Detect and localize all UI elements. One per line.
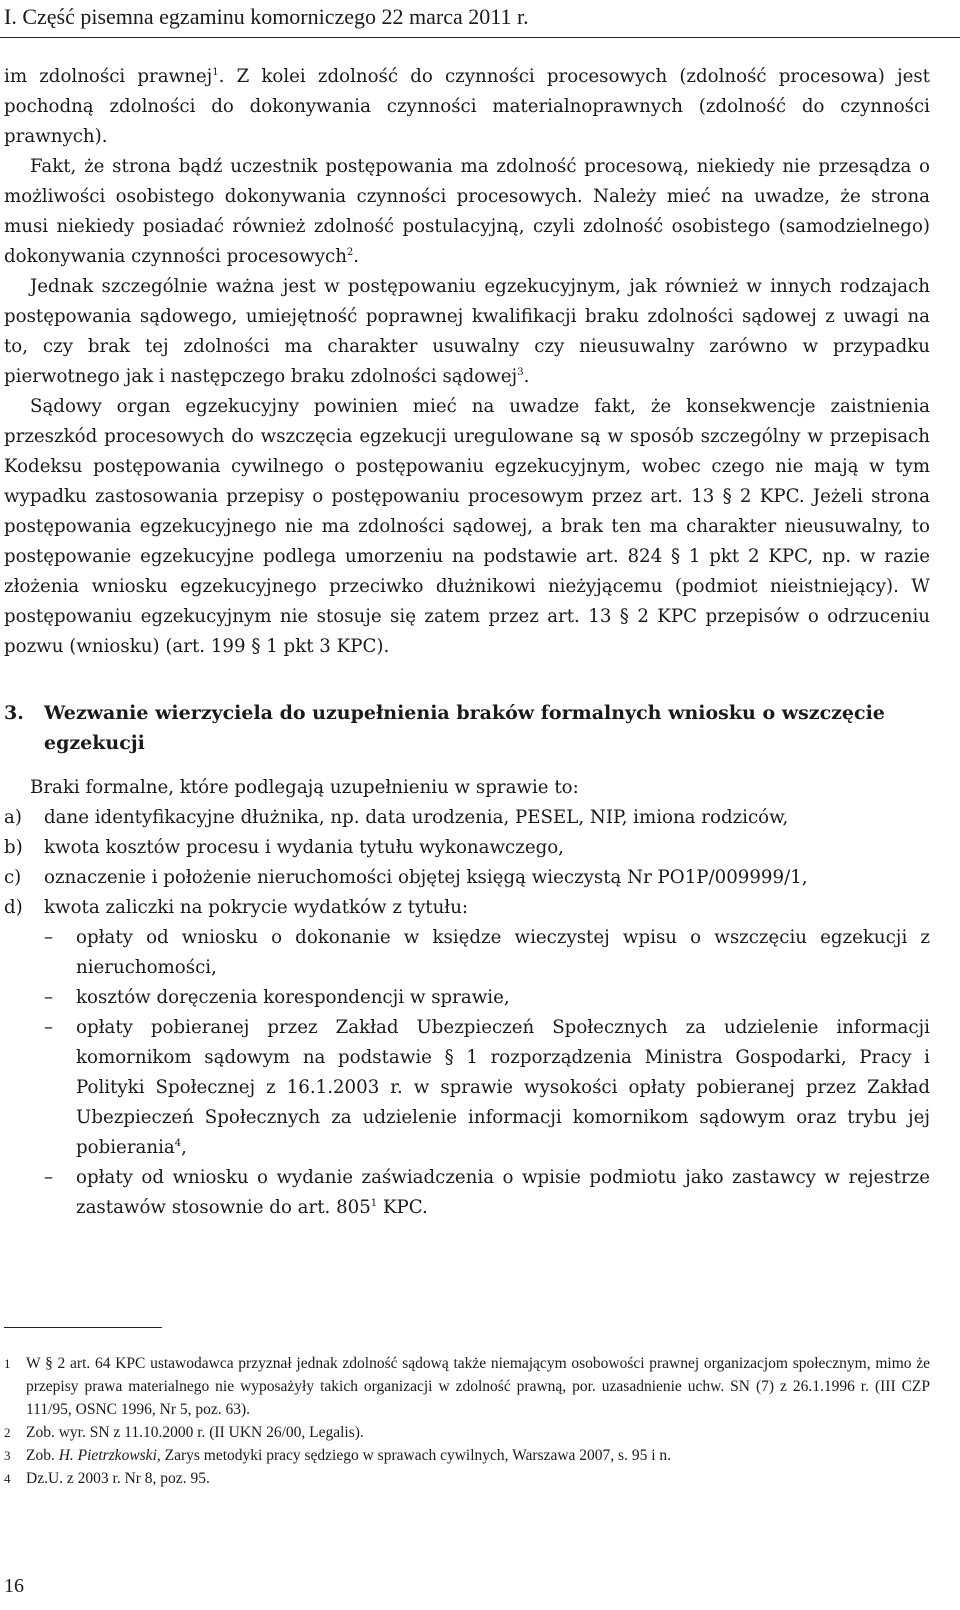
- footnote-number: 4: [4, 1471, 11, 1486]
- sub-list-item-text: opłaty od wniosku o wydanie zaświadczenia o wpisie podmiotu jako zastawcy w rejestrze zastawów stosownie do art. 805: [76, 1167, 930, 1218]
- sub-list: [44, 923, 930, 1223]
- footnote-text: Dz.U. z 2003 r. Nr 8, poz. 95.: [26, 1470, 210, 1487]
- dash-marker: –: [44, 1017, 54, 1038]
- footnote-ref-4[interactable]: 4: [174, 1137, 182, 1149]
- list-item-text: kwota zaliczki na pokrycie wydatków z tytułu:: [44, 897, 469, 918]
- page-number: 16: [4, 1575, 24, 1597]
- footnote-ref-3[interactable]: 3: [517, 366, 524, 378]
- footnote-1: [4, 1352, 930, 1421]
- list-item-text: kwota kosztów procesu i wydania tytułu wykonawczego,: [44, 837, 564, 858]
- sub-list-item: [44, 983, 930, 1013]
- list-item: [4, 803, 930, 833]
- list-item: [4, 863, 930, 893]
- sub-list-item-text: opłaty od wniosku o dokonanie w księdze wieczystej wpisu o wszczęciu egzekucji z nieruchomości,: [76, 927, 930, 978]
- list-item-text: oznaczenie i położenie nieruchomości objętej księgą wieczystą Nr PO1P/009999/1,: [44, 867, 808, 888]
- running-header: [0, 0, 960, 38]
- paragraph-4: Sądowy organ egzekucyjny powinien mieć na uwadze fakt, że konsekwencje zaistnienia przeszkód procesowych do wszczęcia egzekucji uregulowane są w sposób szczególny w przepisach Kodeksu postępowania cywilnego o postępowaniu egzekucyjnym, wobec czego nie mają w tym wypadku zastosowania przepisy o postępowaniu procesowym przez art. 13 § 2 KPC. Jeżeli strona postępowania egzekucyjnego nie ma zdolności sądowej, a brak ten ma charakter nieusuwalny, to postępowanie egzekucyjne podlega umorzeniu na podstawie art. 824 § 1 pkt 2 KPC, np. w razie złożenia wniosku egzekucyjnego przeciwko dłużnikowi nieżyjącemu (podmiot nieistniejący). W postępowaniu egzekucyjnym nie stosuje się zatem przez art. 13 § 2 KPC przepisów o odrzuceniu pozwu (wniosku) (art. 199 § 1 pkt 3 KPC).: [4, 396, 930, 657]
- list-item-marker: b): [4, 837, 23, 858]
- list-item: [4, 833, 930, 863]
- footnote-text: W § 2 art. 64 KPC ustawodawca przyznał jednak zdolność sądową także niemającym osobowości prawnej organizacjom społecznym, mimo że przepisy prawa materialnego nie wyposażyły takich organizacji w zdolność prawną, por. uzasadnienie uchw. SN (7) z 26.1.1996 r. (III CZP 111/95, OSNC 1996, Nr 5, poz. 63).: [26, 1355, 930, 1418]
- superscript-1: 1: [370, 1197, 378, 1209]
- dash-marker: –: [44, 987, 54, 1008]
- footnote-text: Zob. wyr. SN z 11.10.2000 r. (II UKN 26/00, Legalis).: [26, 1424, 364, 1441]
- sub-list-item-text: kosztów doręczenia korespondencji w sprawie,: [76, 987, 510, 1008]
- footnote-ref-2[interactable]: 2: [346, 246, 354, 258]
- header-title: I. Część pisemna egzaminu komorniczego 22 marca 2011 r.: [4, 4, 529, 29]
- list-intro: Braki formalne, które podlegają uzupełnieniu w sprawie to:: [30, 777, 579, 798]
- paragraph-2: Fakt, że strona bądź uczestnik postępowania ma zdolność procesową, niekiedy nie przesądza o możliwości osobistego dokonywania czynności procesowych. Należy mieć na uwadze, że strona musi niekiedy posiadać również zdolność postulacyjną, czyli zdolność osobistego (samodzielnego) dokonywania czynności procesowych$^2$.: [4, 156, 930, 267]
- sub-list-item-text: opłaty pobieranej przez Zakład Ubezpieczeń Społecznych za udzielenie informacji komornikom sądowym na podstawie § 1 rozporządzenia Ministra Gospodarki, Pracy i Polityki Społecznej z 16.1.2003 r. w sprawie wysokości opłaty pobieranej przez Zakład Ubezpieczeń Społecznych za udzielenie informacji komornikom sądowym oraz trybu jej pobierania: [76, 1017, 930, 1158]
- list-item-marker: c): [4, 867, 22, 888]
- sub-list-item: [44, 923, 930, 983]
- footnote-divider: [4, 1327, 162, 1328]
- footnote-2: [4, 1421, 930, 1444]
- section-heading: [4, 698, 930, 758]
- footnote-3: 3 Zob. H. Pietrzkowski, Zarys metodyki pracy sędziego w sprawach cywilnych, Warszawa 2007, s. 95 i n.: [4, 1444, 930, 1467]
- dash-marker: –: [44, 1167, 54, 1188]
- footnote-4: [4, 1467, 930, 1490]
- paragraph-3: Jednak szczególnie ważna jest w postępowaniu egzekucyjnym, jak również w innych rodzajach postępowania sądowego, umiejętność poprawnej kwalifikacji braku zdolności sądowej z uwagi na to, czy brak tej zdolności ma charakter usuwalny czy nieusuwalny zarówno w przypadku pierwotnego jak i następczego braku zdolności sądowej$^3$.: [4, 276, 930, 387]
- footnote-number: 3: [4, 1448, 11, 1463]
- dash-marker: –: [44, 927, 54, 948]
- sub-list-item: – opłaty pobieranej przez Zakład Ubezpieczeń Społecznych za udzielenie informacji komornikom sądowym na podstawie § 1 rozporządzenia Ministra Gospodarki, Pracy i Polityki Społecznej z 16.1.2003 r. w sprawie wysokości opłaty pobieranej przez Zakład Ubezpieczeń Społecznych za udzielenie informacji komornikom sądowym oraz trybu jej pobierania$^4$,: [44, 1013, 930, 1163]
- section-number: 3.: [4, 702, 24, 724]
- paragraph-1: im zdolności prawnej$^1$. Z kolei zdolność do czynności procesowych (zdolność procesowa) jest pochodną zdolności do dokonywania czynności materialnoprawnych (zdolność do czynności prawnych).: [4, 66, 930, 147]
- footnote-number: 1: [4, 1356, 11, 1371]
- section-title: Wezwanie wierzyciela do uzupełnienia braków formalnych wniosku o wszczęcie egzekucji: [44, 702, 885, 754]
- list-item: [4, 893, 930, 1223]
- footnote-text: , Zarys metodyki pracy sędziego w sprawach cywilnych, Warszawa 2007, s. 95 i n.: [156, 1447, 672, 1464]
- footnotes: [4, 1352, 930, 1490]
- list-item-marker: d): [4, 897, 23, 918]
- list-item-text: dane identyfikacyjne dłużnika, np. data urodzenia, PESEL, NIP, imiona rodziców,: [44, 807, 789, 828]
- list-item-marker: a): [4, 807, 22, 828]
- footnote-author: H. Pietrzkowski: [58, 1447, 157, 1464]
- main-content: [4, 62, 930, 1223]
- footnote-ref-1[interactable]: 1: [212, 66, 219, 78]
- footnote-number: 2: [4, 1425, 11, 1440]
- sub-list-item: – opłaty od wniosku o wydanie zaświadczenia o wpisie podmiotu jako zastawcy w rejestrze zastawów stosownie do art. $805^1$ KPC.: [44, 1163, 930, 1223]
